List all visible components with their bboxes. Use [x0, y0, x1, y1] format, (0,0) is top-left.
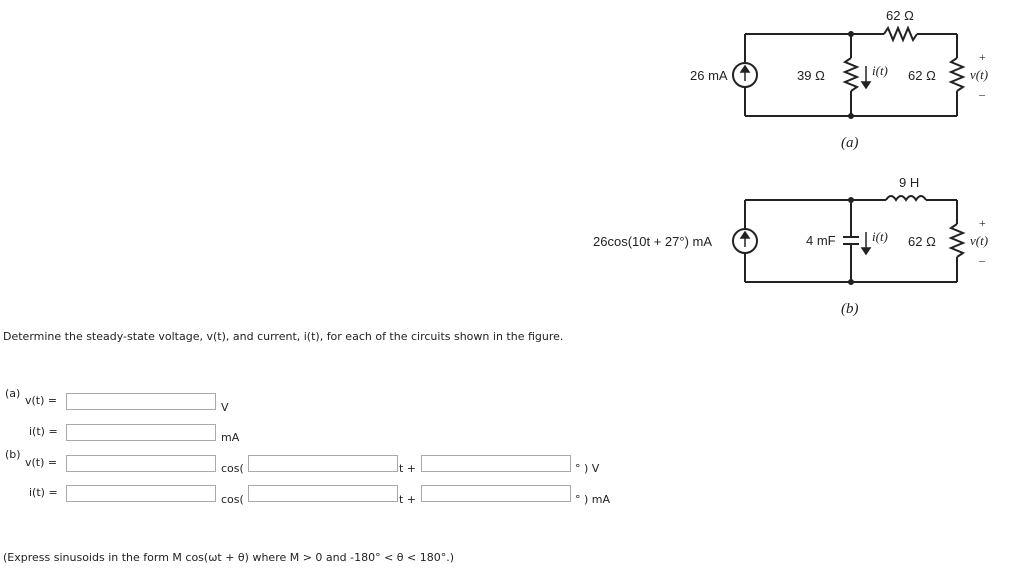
a-v-label: v(t) = — [25, 394, 58, 407]
minus-b: – — [979, 253, 985, 267]
a-v-input[interactable] — [66, 393, 216, 410]
b-i-phase-input[interactable] — [421, 485, 571, 502]
b-v-close: ° ) V — [575, 462, 600, 475]
b-i-t-plus: t + — [399, 493, 417, 506]
source-a-label: 26 mA — [690, 68, 728, 83]
b-i-omega-input[interactable] — [248, 485, 398, 502]
voltage-b-label: v(t) — [970, 233, 989, 248]
b-v-magnitude-input[interactable] — [66, 455, 216, 472]
question-text: Determine the steady-state voltage, v(t), and current, i(t), for each of the circuits shown in the figure. — [3, 330, 564, 343]
middle-resistor-a — [845, 58, 857, 91]
top-resistor-a — [884, 28, 917, 40]
b-i-label: i(t) = — [29, 486, 58, 499]
a-i-label: i(t) = — [29, 425, 58, 438]
right-resistor-b — [951, 224, 963, 257]
inductor-b — [886, 196, 926, 200]
part-b-label: (b) — [5, 448, 21, 461]
part-a-label: (a) — [5, 387, 21, 400]
inductor-b-label: 9 H — [899, 175, 920, 190]
b-v-t-plus: t + — [399, 462, 417, 475]
minus-a: – — [979, 87, 985, 101]
current-a-label: i(t) — [872, 63, 888, 78]
b-i-magnitude-input[interactable] — [66, 485, 216, 502]
b-v-cos: cos( — [221, 462, 244, 475]
b-v-omega-input[interactable] — [248, 455, 398, 472]
a-i-input[interactable] — [66, 424, 216, 441]
current-b-label: i(t) — [872, 229, 888, 244]
left-resistor-a-label: 39 Ω — [797, 68, 825, 83]
b-v-label: v(t) = — [25, 456, 58, 469]
a-v-unit: V — [221, 401, 229, 414]
b-i-close: ° ) mA — [575, 493, 611, 506]
top-resistor-a-label: 62 Ω — [886, 8, 914, 23]
a-i-unit: mA — [221, 431, 240, 444]
footnote: (Express sinusoids in the form M cos(ωt + θ) where M > 0 and -180° < θ < 180°.) — [3, 551, 455, 564]
capacitor-b-label: 4 mF — [806, 233, 836, 248]
source-b-label: 26cos(10t + 27°) mA — [593, 234, 713, 249]
voltage-a-label: v(t) — [970, 67, 989, 82]
caption-a: (a) — [841, 135, 859, 151]
b-i-cos: cos( — [221, 493, 244, 506]
right-resistor-a — [951, 58, 963, 91]
plus-a: + — [979, 50, 986, 64]
right-resistor-a-label: 62 Ω — [908, 68, 936, 83]
b-v-phase-input[interactable] — [421, 455, 571, 472]
right-resistor-b-label: 62 Ω — [908, 234, 936, 249]
plus-b: + — [979, 216, 986, 230]
caption-b: (b) — [841, 301, 859, 317]
